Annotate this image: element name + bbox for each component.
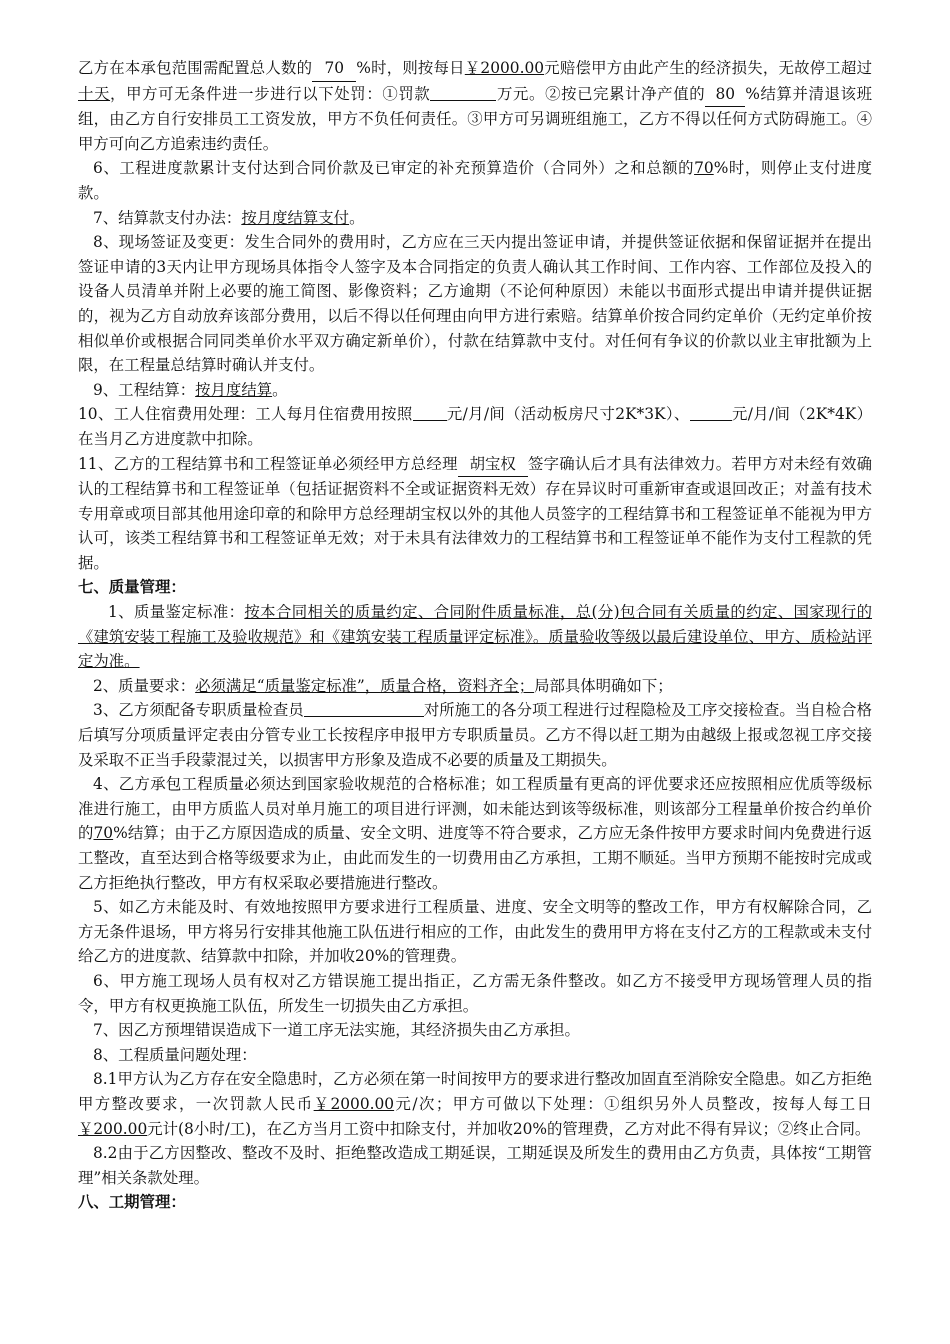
underlined-name: 胡宝权 (458, 452, 528, 478)
fill-in-blank (430, 83, 496, 101)
paragraph-quality-4 (78, 772, 872, 895)
text-segment: 2、质量要求： (93, 676, 196, 695)
underlined-percent: 70 (694, 159, 714, 178)
fill-in-blank (304, 699, 424, 717)
section-heading-quality: 七、质量管理： (78, 578, 186, 597)
text-segment: 10、工人住宿费用处理：工人每月住宿费用按照 (78, 405, 413, 424)
underlined-text: 按月度结算支付 (241, 208, 350, 227)
text-segment: 8.1甲方认为乙方存在安全隐患时，乙方必须在第一时间按甲方的要求进行整改加固直至消除安全隐患。如乙方拒绝甲方整改要求，一次罚款人民币 (78, 1070, 872, 1113)
underlined-percent: 80 (705, 82, 745, 108)
text-segment: %时，则按每日 (356, 59, 465, 77)
text-segment: 6、工程进度款累计支付达到合同价款及已审定的补充预算造价（合同外）之和总额的 (93, 159, 695, 178)
text-segment: %结算；由于乙方原因造成的质量、安全文明、进度等不符合要求，乙方应无条件按甲方要求时间内免费进行返工整改，直至达到合格等级要求为止，由此而发生的一切费用由乙方承担，工期不顺延。当甲方预期不能按时完成或乙方拒绝执行整改，甲方有权采取必要措施进行整改。 (78, 824, 872, 892)
paragraph-quality-8: 8、工程质量问题处理： (93, 1045, 257, 1064)
fill-in-blank (690, 403, 732, 421)
text-segment: %结算并清退该班组，由乙方自行安排员工工资发放，甲方不负任何责任。③甲方可另调班组施工，乙方不得以任何方式防碍施工。④甲方可向乙方追索违约责任。 (78, 84, 872, 153)
text-segment: 元计(8小时/工)，在乙方当月工资中扣除支付，并加收20%的管理费，乙方对此不得有异议；②终止合同。 (147, 1119, 871, 1138)
text-segment: 元/月/间（2K*4K）在当月乙方进度款中扣除。 (78, 405, 872, 448)
underlined-amount: ￥2000.00 (313, 1094, 395, 1113)
text-segment: 对所施工的各分项工程进行过程隐检及工序交接检查。当自检合格后填写分项质量评定表由分管专业工长按程序申报甲方专职质量员。乙方不得以赶工期为由越级上报或忽视工序交接及采取不正当手段蒙混过关，以损害甲方形象及造成不必要的质量及工期损失。 (78, 701, 872, 769)
text-segment: 。 (349, 208, 365, 227)
paragraph-quality-6: 6、甲方施工现场人员有权对乙方错误施工提出指正，乙方需无条件整改。如乙方不接受甲方现场管理人员的指令，甲方有权更换施工队伍，所发生一切损失由乙方承担。 (78, 971, 872, 1015)
paragraph-quality-8-1 (78, 1067, 872, 1141)
text-segment: 11、乙方的工程结算书和工程签证单必须经甲方总经理 (78, 454, 458, 473)
paragraph-quality-7: 7、因乙方预埋错误造成下一道工序无法实施，其经济损失由乙方承担。 (93, 1021, 580, 1040)
text-segment: 局部具体明确如下； (534, 676, 673, 695)
underlined-percent: 70 (312, 56, 356, 82)
paragraph-10 (78, 402, 872, 451)
text-segment: 4、乙方承包工程质量必须达到国家验收规范的合格标准；如工程质量有更高的评优要求还应按照相应优质等级标准进行施工，由甲方质监人员对单月施工的项目进行评测，如未能达到该等级标准，则该部分工程量单价按合约单价的 (78, 775, 872, 843)
underlined-text: 按月度结算 (195, 380, 273, 399)
paragraph-penalty-clause (78, 56, 872, 156)
text-segment: 签字确认后才具有法律效力。若甲方对未经有效确认的工程结算书和工程签证单（包括证据资料不全或证据资料无效）存在异议时可重新审查或退回改正；对盖有技术专用章或项目部其他用途印章的和除甲方总经理胡宝权以外的其他人员签字的工程结算书和工程签证单不能视为甲方认可，该类工程结算书和工程签证单无效；对于未具有法律效力的工程结算书和工程签证单不能作为支付工程款的凭据。 (78, 454, 872, 572)
text-segment: 万元。②按已完累计净产值的 (496, 84, 706, 103)
underlined-percent: 70 (93, 824, 114, 843)
text-segment: 乙方在本承包范围需配置总人数的 (78, 59, 313, 77)
fill-in-blank (413, 403, 447, 421)
paragraph-6 (78, 156, 872, 205)
paragraph-quality-2 (78, 674, 872, 699)
paragraph-9 (78, 378, 872, 403)
paragraph-11 (78, 452, 872, 576)
text-segment: 元/次；甲方可做以下处理：①组织另外人员整改，按每人每工日 (394, 1094, 872, 1113)
paragraph-7 (78, 206, 872, 231)
text-segment: 7、结算款支付办法： (93, 208, 242, 227)
underlined-text: 按本合同相关的质量约定、合同附件质量标准，总(分)包合同有关质量的约定、国家现行的《建筑安装工程施工及验收规范》和《建筑安装工程质量评定标准》。质量验收等级以最后建设单位、甲方、质检站评定为准。 (78, 603, 873, 671)
text-segment: 。 (272, 380, 288, 399)
text-segment: %时，则停止支付进度款。 (78, 159, 873, 202)
text-segment: 元赔偿甲方由此产生的经济损失，无故停工超过 (544, 59, 872, 77)
underlined-days: 十天 (78, 84, 111, 103)
text-segment: ，甲方可无条件进一步进行以下处罚：①罚款 (110, 84, 431, 103)
paragraph-8: 8、现场签证及变更：发生合同外的费用时，乙方应在三天内提出签证申请，并提供签证依据和保留证据并在提出签证申请的3天内让甲方现场具体指令人签字及本合同指定的负责人确认其工作时间、工作内容、工作部位及投入的设备人员清单并附上必要的施工简图、影像资料；乙方逾期（不论何种原因）未能以书面形式提出申请并提供证据的，视为乙方自动放弃该部分费用，以后不得以任何理由向甲方进行索赔。结算单价按合同约定单价（无约定单价按相似单价或根据合同同类单价水平双方确定新单价），付款在结算款中支付。对任何有争议的价款以业主审批额为上限，在工程量总结算时确认并支付。 (78, 233, 872, 375)
section-heading-schedule: 八、工期管理： (78, 1193, 186, 1212)
underlined-text: 必须满足“质量鉴定标准”，质量合格，资料齐全； (195, 676, 535, 695)
paragraph-quality-1 (78, 600, 872, 674)
text-segment: 1、质量鉴定标准： (108, 603, 245, 622)
text-segment: 3、乙方须配备专职质量检查员 (93, 701, 304, 720)
paragraph-quality-5: 5、如乙方未能及时、有效地按照甲方要求进行工程质量、进度、安全文明等的整改工作，甲方有权解除合同，乙方无条件退场，甲方将另行安排其他施工队伍进行相应的工作，由此发生的费用甲方将在支付乙方的工程款或未支付给乙方的进度款、结算款中扣除，并加收20%的管理费。 (78, 898, 872, 966)
paragraph-quality-3 (78, 698, 872, 772)
text-segment: 元/月/间（活动板房尺寸2K*3K）、 (446, 405, 690, 424)
underlined-amount: ￥2000.00 (464, 59, 545, 77)
paragraph-quality-8-2: 8.2由于乙方因整改、整改不及时、拒绝整改造成工期延误，工期延误及所发生的费用由乙方负责，具体按“工期管理”相关条款处理。 (78, 1144, 872, 1187)
underlined-amount: ￥200.00 (78, 1119, 148, 1138)
text-segment: 9、工程结算： (93, 380, 196, 399)
